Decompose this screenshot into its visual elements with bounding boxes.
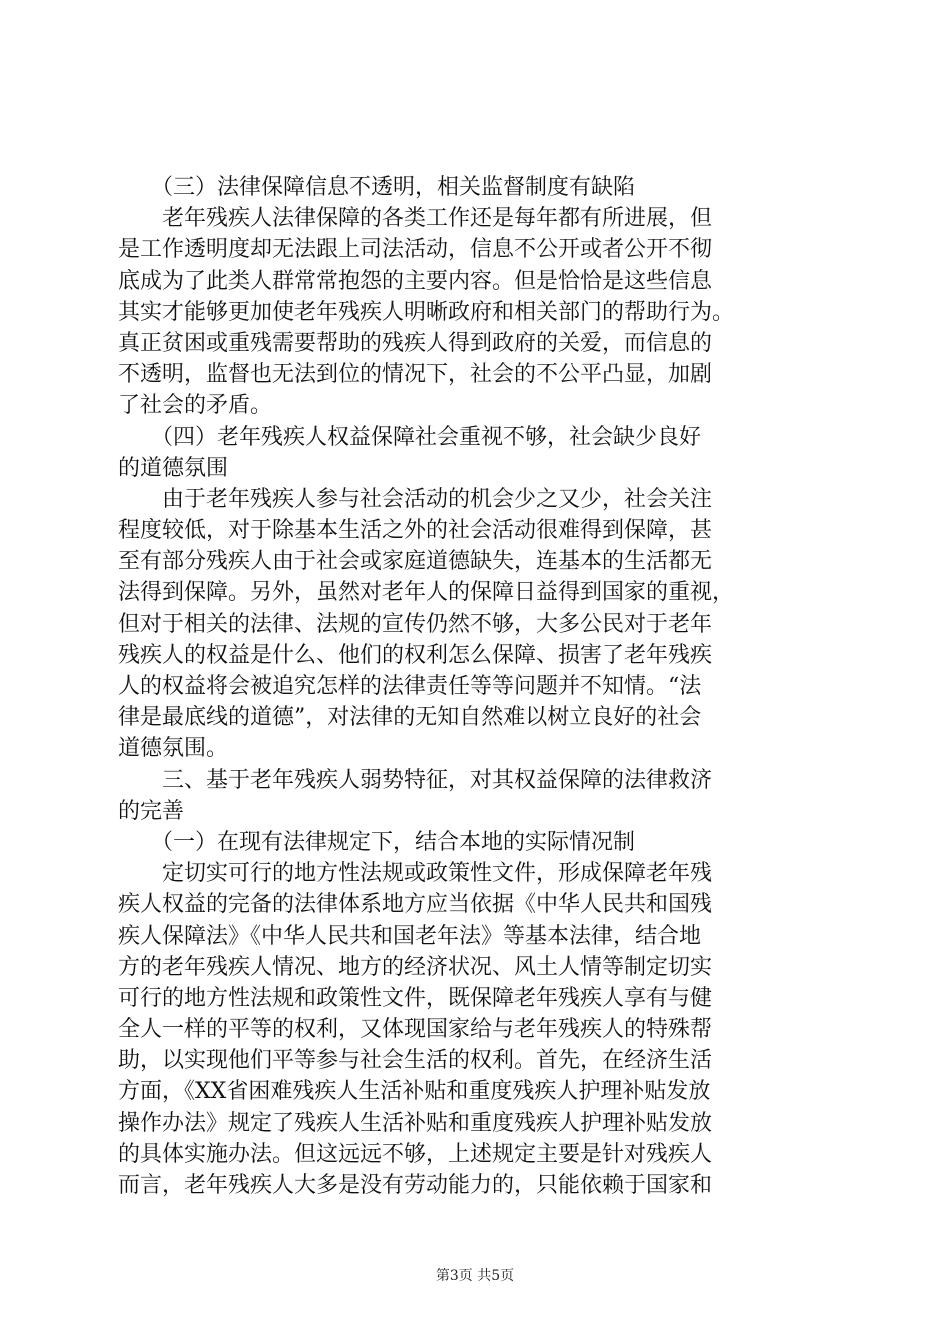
text-line: （一）在现有法律规定下，结合本地的实际情况制 — [118, 829, 636, 855]
text-line: 律是最底线的道德”，对法律的无知自然难以树立良好的社会 — [118, 705, 702, 731]
text-line: 道德氛围。 — [118, 736, 229, 762]
text-line: （三）法律保障信息不透明，相关监督制度有缺陷 — [118, 175, 636, 200]
text-line: 真正贫困或重残需要帮助的残疾人得到政府的关爱，而信息的 — [118, 330, 713, 356]
text-line: 可行的地方性法规和政策性文件，既保障老年残疾人享有与健 — [118, 985, 713, 1011]
text-line: 老年残疾人法律保障的各类工作还是每年都有所进展，但 — [118, 206, 713, 232]
text-line: 由于老年残疾人参与社会活动的机会少之又少，社会关注 — [118, 486, 713, 512]
text-line: 方面，《XX省困难残疾人生活补贴和重度残疾人护理补贴发放 — [118, 1079, 711, 1105]
text-line: 全人一样的平等的权利，又体现国家给与老年残疾人的特殊帮 — [118, 1017, 713, 1043]
text-line: 定切实可行的地方性法规或政策性文件，形成保障老年残 — [118, 861, 713, 887]
text-line: 程度较低，对于除基本生活之外的社会活动很难得到保障，甚 — [118, 518, 713, 544]
text-line: 底成为了此类人群常常抱怨的主要内容。但是恰恰是这些信息 — [118, 268, 713, 294]
text-line: 的具体实施办法。但这远远不够，上述规定主要是针对残疾人 — [118, 1141, 713, 1167]
text-line: 疾人权益的完备的法律体系地方应当依据《中华人民共和国残 — [118, 892, 713, 918]
page-footer: 第3页 共5页 — [435, 1268, 515, 1284]
text-line: 操作办法》规定了残疾人生活补贴和重度残疾人护理补贴发放 — [118, 1110, 713, 1136]
text-line: 至有部分残疾人由于社会或家庭道德缺失，连基本的生活都无 — [118, 549, 713, 575]
text-line: 助，以实现他们平等参与社会生活的权利。首先，在经济生活 — [118, 1048, 713, 1074]
text-line: 了社会的矛盾。 — [118, 393, 273, 419]
text-line: 但对于相关的法律、法规的宣传仍然不够，大多公民对于老年 — [118, 611, 713, 637]
text-line: 是工作透明度却无法跟上司法活动，信息不公开或者公开不彻 — [118, 237, 713, 263]
text-line: 残疾人的权益是什么、他们的权利怎么保障、损害了老年残疾 — [118, 642, 713, 668]
text-line: 其实才能够更加使老年残疾人明晰政府和相关部门的帮助行为。 — [118, 299, 735, 325]
text-line: 方的老年残疾人情况、地方的经济状况、风土人情等制定切实 — [118, 954, 713, 980]
text-line: （四）老年残疾人权益保障社会重视不够，社会缺少良好 — [118, 424, 702, 450]
text-line: 的完善 — [118, 798, 185, 824]
text-line: 法得到保障。另外，虽然对老年人的保障日益得到国家的重视， — [118, 580, 735, 606]
text-line: 疾人保障法》《中华人民共和国老年法》等基本法律，结合地 — [118, 923, 702, 949]
text-line: 的道德氛围 — [118, 455, 229, 481]
text-line: 三、基于老年残疾人弱势特征，对其权益保障的法律救济 — [118, 767, 713, 793]
text-line: 而言，老年残疾人大多是没有劳动能力的，只能依赖于国家和 — [118, 1173, 713, 1198]
text-line: 不透明，监督也无法到位的情况下，社会的不公平凸显，加剧 — [118, 362, 713, 388]
document-body — [118, 172, 838, 1201]
text-line: 人的权益将会被追究怎样的法律责任等等问题并不知情。“法 — [118, 674, 702, 699]
